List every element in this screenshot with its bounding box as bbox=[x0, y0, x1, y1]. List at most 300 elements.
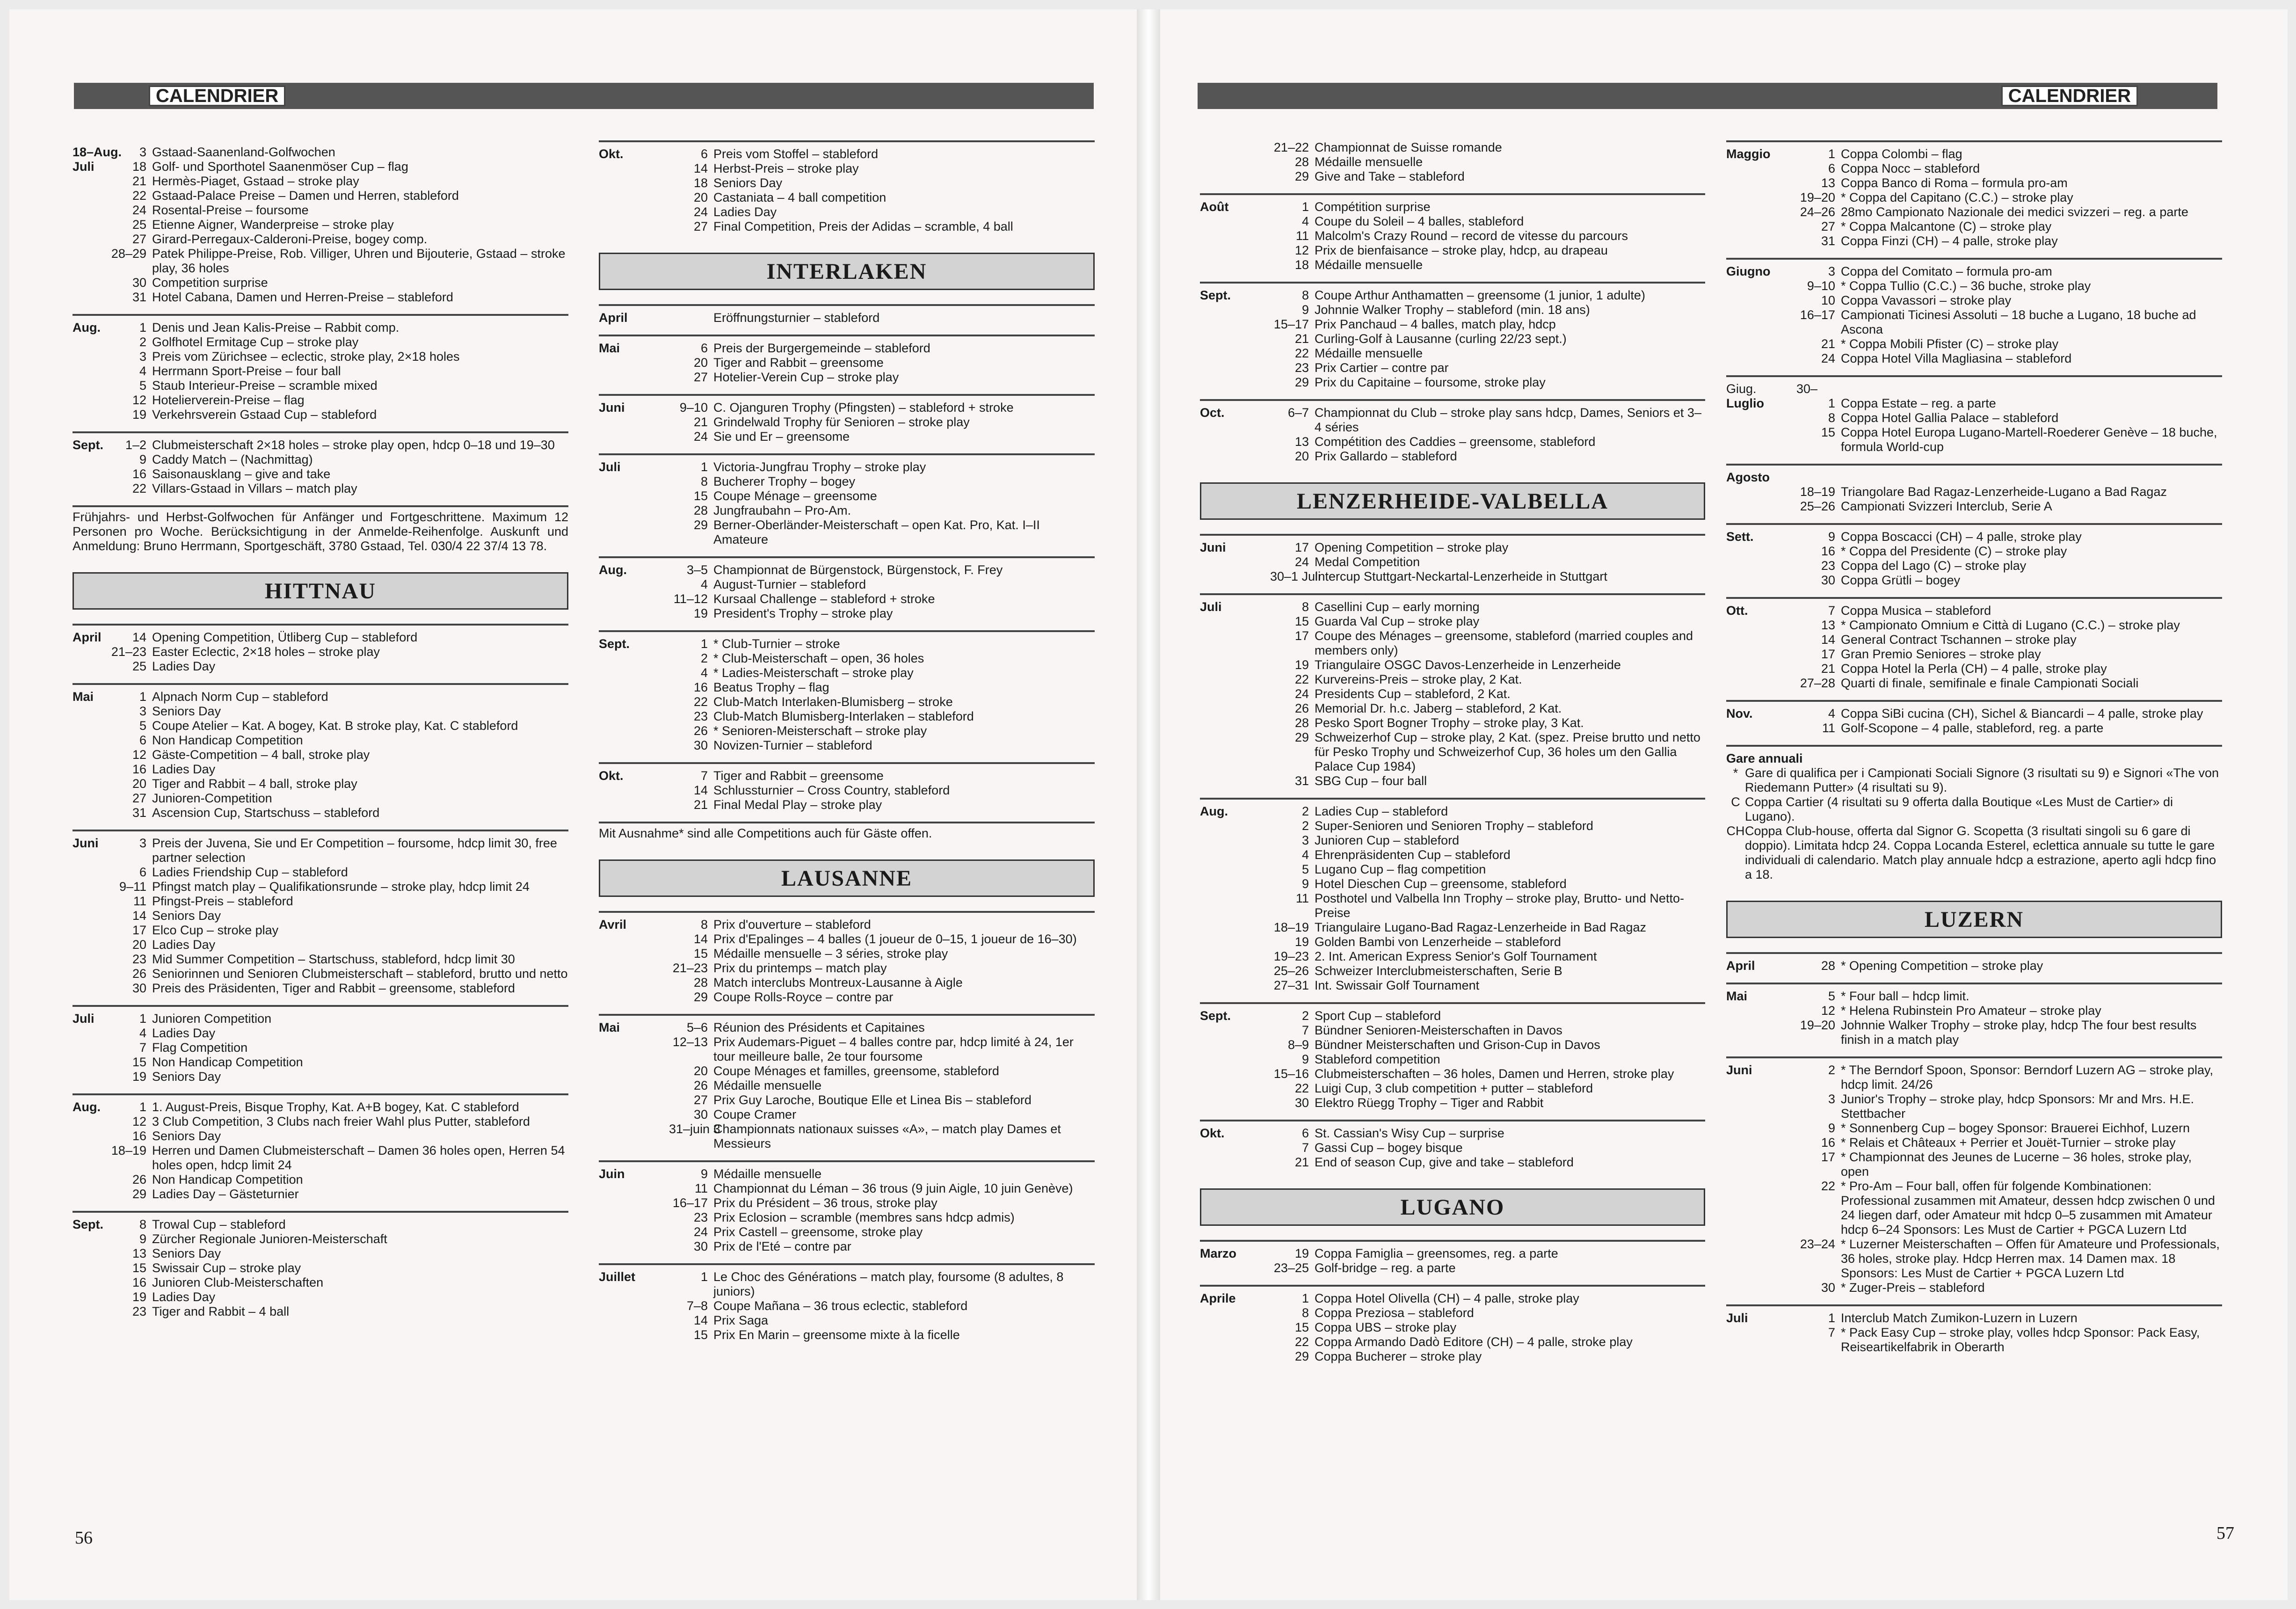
event-date: 23–25 bbox=[1273, 1261, 1309, 1275]
calendar-row bbox=[73, 748, 568, 762]
event-description: Ladies Day bbox=[152, 762, 216, 776]
interlaken-sept-section bbox=[599, 630, 1095, 762]
event-description: Golden Bambi von Lenzerheide – stableford bbox=[1315, 935, 1561, 949]
month-label bbox=[1726, 293, 1796, 308]
month-label: April bbox=[599, 311, 628, 325]
month-label bbox=[73, 923, 110, 938]
event-date: 25 bbox=[132, 218, 146, 232]
month-label bbox=[1726, 1004, 1796, 1018]
event-description: Preis vom Stoffel – stableford bbox=[713, 147, 879, 161]
event-description: Campionati Ticinesi Assoluti – 18 buche a Lugano, 18 buche ad Ascona bbox=[1841, 308, 2196, 336]
event-date: 28 bbox=[693, 976, 708, 990]
event-description: Junioren-Competition bbox=[152, 791, 272, 805]
calendar-row bbox=[1200, 848, 1705, 862]
event-date: 16–17 bbox=[672, 1196, 708, 1210]
event-date: 11 bbox=[1295, 229, 1309, 243]
event-date: 8–9 bbox=[1287, 1038, 1309, 1052]
month-label bbox=[1200, 920, 1270, 935]
event-description: Kursaal Challenge – stableford + stroke bbox=[713, 592, 935, 606]
month-label bbox=[1200, 716, 1270, 730]
event-description: * Coppa Mobili Pfister (C) – stroke play bbox=[1841, 337, 2059, 351]
page-number-right: 57 bbox=[2216, 1523, 2234, 1543]
event-date: 7 bbox=[139, 1041, 146, 1055]
month-label bbox=[1200, 243, 1270, 258]
event-date: 28 bbox=[1294, 155, 1309, 169]
calendar-row bbox=[1726, 382, 2222, 396]
event-date: 28–29 bbox=[111, 247, 146, 261]
event-date: 19 bbox=[1294, 1246, 1309, 1260]
event-description: Preis des Präsidenten, Tiger and Rabbit – greensome, stableford bbox=[152, 981, 515, 995]
lenzerheide-aug-section bbox=[1200, 798, 1705, 1002]
calendrier-banner-left bbox=[74, 83, 1094, 109]
event-description: Coupe Arthur Anthamatten – greensome (1 junior, 1 adulte) bbox=[1315, 288, 1645, 302]
calendar-row bbox=[73, 719, 568, 733]
calendar-row bbox=[1200, 361, 1705, 375]
event-description: Golf-Scopone – 4 palle, stableford, reg. a parte bbox=[1841, 721, 2104, 735]
event-date: 1 bbox=[139, 1012, 146, 1026]
event-date: 9–10 bbox=[1807, 279, 1835, 293]
event-date: 3 bbox=[139, 349, 146, 364]
event-date: 12 bbox=[132, 748, 146, 762]
calendar-row bbox=[73, 777, 568, 791]
event-date: 3 bbox=[1301, 833, 1309, 847]
event-date: 18–19 bbox=[1800, 485, 1835, 499]
event-date: 6 bbox=[700, 341, 708, 355]
event-date: 2 bbox=[700, 651, 708, 665]
month-label bbox=[599, 415, 669, 430]
month-label bbox=[1726, 485, 1796, 499]
event-description: 2. Int. American Express Senior's Golf Tournament bbox=[1315, 949, 1597, 963]
event-date: 1 bbox=[700, 637, 708, 651]
event-date: 9 bbox=[1301, 1052, 1309, 1066]
calendar-row bbox=[1200, 730, 1705, 774]
event-date: 19 bbox=[132, 408, 146, 422]
event-date: 31 bbox=[132, 806, 146, 820]
calendar-row bbox=[1200, 169, 1705, 184]
month-label bbox=[73, 393, 110, 408]
calendar-row bbox=[1200, 155, 1705, 169]
calendar-row bbox=[1726, 1063, 2222, 1092]
month-label bbox=[73, 1129, 110, 1143]
month-label bbox=[73, 748, 110, 762]
month-label bbox=[1200, 317, 1270, 332]
month-label bbox=[1200, 891, 1270, 920]
calendar-row bbox=[73, 645, 568, 659]
month-label: Ott. bbox=[1726, 604, 1748, 618]
calendar-row bbox=[1200, 1096, 1705, 1110]
lugano-luglio-rows bbox=[1726, 396, 2222, 454]
event-date: 12 bbox=[132, 393, 146, 407]
month-label: Okt. bbox=[599, 147, 624, 161]
month-label bbox=[599, 1328, 669, 1342]
event-description: Tiger and Rabbit – 4 ball bbox=[152, 1304, 290, 1318]
event-date: 12–13 bbox=[672, 1035, 708, 1049]
month-label bbox=[1726, 1325, 1796, 1354]
interlaken-note: Mit Ausnahme* sind alle Competitions auch für Gäste offen. bbox=[599, 822, 1095, 850]
month-label bbox=[1200, 1155, 1270, 1170]
event-description: Grindelwald Trophy für Senioren – stroke play bbox=[713, 415, 970, 429]
event-description: C. Ojanguren Trophy (Pfingsten) – stableford + stroke bbox=[713, 400, 1014, 415]
event-description: * Coppa del Presidente (C) – stroke play bbox=[1841, 544, 2067, 558]
event-description: Coppa UBS – stroke play bbox=[1315, 1320, 1457, 1334]
event-date: 22 bbox=[1294, 1335, 1309, 1349]
event-description: * Ladies-Meisterschaft – stroke play bbox=[713, 666, 914, 680]
calendar-row bbox=[599, 606, 1095, 621]
event-description: Caddy Match – (Nachmittag) bbox=[152, 452, 313, 466]
month-label bbox=[73, 379, 110, 393]
calendar-row bbox=[599, 709, 1095, 724]
calendar-row bbox=[1200, 1291, 1705, 1306]
calendar-row bbox=[599, 400, 1095, 415]
luzern-april-section bbox=[1726, 952, 2222, 983]
lausanne-sept-section bbox=[1200, 282, 1705, 399]
event-date: 14 bbox=[693, 161, 708, 175]
calendar-row bbox=[1200, 140, 1705, 155]
club-heading-lugano: LUGANO bbox=[1200, 1188, 1705, 1226]
calendar-row bbox=[1200, 949, 1705, 964]
event-description: Non Handicap Competition bbox=[152, 1055, 303, 1069]
month-label bbox=[1200, 449, 1270, 464]
event-description: Non Handicap Competition bbox=[152, 1172, 303, 1187]
calendar-row bbox=[1726, 1150, 2222, 1179]
event-description: Coppa Armando Dadò Editore (CH) – 4 palle, stroke play bbox=[1315, 1335, 1633, 1349]
event-description: Herbst-Preis – stroke play bbox=[713, 161, 859, 175]
month-label bbox=[599, 1107, 669, 1122]
event-description: Easter Eclectic, 2×18 holes – stroke play bbox=[152, 645, 380, 659]
event-date: 26 bbox=[1294, 701, 1309, 715]
event-description: Seniors Day bbox=[152, 704, 221, 718]
calendar-row bbox=[1726, 721, 2222, 735]
event-date: 15 bbox=[132, 1261, 146, 1275]
event-description: Preis vom Zürichsee – eclectic, stroke play, 2×18 holes bbox=[152, 349, 460, 364]
month-label bbox=[1200, 1349, 1270, 1364]
month-label bbox=[1200, 303, 1270, 317]
event-date: 27 bbox=[693, 219, 708, 233]
event-date: 27 bbox=[1821, 219, 1835, 233]
calendar-row bbox=[1200, 658, 1705, 672]
event-date: 11 bbox=[694, 1181, 708, 1195]
event-description: Opening Competition, Ütliberg Cup – stableford bbox=[152, 630, 418, 644]
event-date: 4 bbox=[139, 1026, 146, 1040]
month-label bbox=[73, 276, 110, 290]
event-description: Presidents Cup – stableford, 2 Kat. bbox=[1315, 687, 1511, 701]
hittnau-aug-section bbox=[73, 1093, 568, 1211]
month-label: Juli bbox=[599, 460, 621, 474]
calendar-row bbox=[1200, 1052, 1705, 1067]
event-date: 28 bbox=[693, 503, 708, 517]
event-date: 21 bbox=[1294, 1155, 1309, 1169]
calendar-row bbox=[599, 1020, 1095, 1035]
event-description: Prix Castell – greensome, stroke play bbox=[713, 1225, 923, 1239]
event-description: Championnats nationaux suisses «A», – match play Dames et Messieurs bbox=[713, 1122, 1061, 1150]
event-description: Club-Match Blumisberg-Interlaken – stableford bbox=[713, 709, 974, 723]
lugano-aprile-section bbox=[1200, 1285, 1705, 1373]
calendar-row bbox=[1726, 1004, 2222, 1018]
event-description: Berner-Oberländer-Meisterschaft – open Kat. Pro, Kat. I–II Amateure bbox=[713, 518, 1040, 546]
lugano-marzo-section bbox=[1200, 1240, 1705, 1285]
event-description: Luigi Cup, 3 club competition + putter – stableford bbox=[1315, 1081, 1593, 1095]
event-date: 21–23 bbox=[672, 961, 708, 975]
month-label bbox=[73, 232, 110, 247]
month-label bbox=[1200, 614, 1270, 629]
event-date: 16 bbox=[693, 680, 708, 694]
event-description: Gstaad-Palace Preise – Damen und Herren, stableford bbox=[152, 189, 459, 203]
month-label: Aug. bbox=[73, 320, 101, 335]
calendar-row bbox=[599, 637, 1095, 651]
calendar-row bbox=[73, 203, 568, 218]
calendar-row bbox=[1200, 1306, 1705, 1320]
event-description: * Sonnenberg Cup – bogey Sponsor: Brauerei Eichhof, Luzern bbox=[1841, 1121, 2190, 1135]
month-label bbox=[599, 724, 669, 738]
event-description: Seniors Day bbox=[713, 176, 783, 190]
month-label bbox=[1200, 701, 1270, 716]
event-date: 24–26 bbox=[1800, 205, 1835, 219]
lausanne-juillet-cont-section bbox=[1200, 140, 1705, 193]
event-date: 9 bbox=[700, 1167, 708, 1181]
event-date: 4 bbox=[1301, 848, 1309, 862]
event-date: 4 bbox=[139, 364, 146, 378]
month-label bbox=[599, 356, 669, 370]
gare-note-text: Coppa Club-house, offerta dal Signor G. Scopetta (3 risultati singoli su 6 gare di doppio). Limitata hdcp 24. Coppa Locanda Esterel, eclettica annuale su tutte le gare individuali di calendario. Match play annuale hdcp a estrazione, aperto agli hdcp fino a 18. bbox=[1745, 824, 2216, 881]
event-date: 23 bbox=[132, 1304, 146, 1318]
event-date: 7 bbox=[1828, 604, 1835, 618]
month-label: Juni bbox=[1200, 540, 1226, 554]
month-label bbox=[599, 592, 669, 606]
calendar-row bbox=[73, 1114, 568, 1129]
calendar-row bbox=[73, 1129, 568, 1143]
event-description: Seniorinnen und Senioren Clubmeisterschaft – stableford, brutto und netto bbox=[152, 967, 568, 981]
event-date: 19–20 bbox=[1800, 1018, 1835, 1032]
calendar-row bbox=[1726, 1179, 2222, 1237]
calendar-row bbox=[73, 364, 568, 379]
calendar-row bbox=[599, 415, 1095, 430]
event-date: 16 bbox=[1821, 544, 1835, 558]
event-date: 21 bbox=[132, 174, 146, 188]
event-date: 6 bbox=[139, 865, 146, 879]
event-date: 23–24 bbox=[1800, 1237, 1835, 1251]
month-label bbox=[1200, 1141, 1270, 1155]
event-description: Prix Saga bbox=[713, 1313, 769, 1327]
calendar-row bbox=[599, 724, 1095, 738]
lausanne-juillet-section bbox=[599, 1263, 1095, 1352]
calendar-row bbox=[599, 695, 1095, 709]
month-label bbox=[1200, 346, 1270, 361]
lugano-agosto-rows bbox=[1726, 485, 2222, 514]
month-label: April bbox=[73, 630, 102, 644]
calendar-row bbox=[1200, 1155, 1705, 1170]
month-label bbox=[1200, 169, 1270, 184]
calendar-row bbox=[599, 592, 1095, 606]
event-date: 3 bbox=[1828, 264, 1835, 278]
event-description: Prix du printemps – match play bbox=[713, 961, 887, 975]
event-date: 24 bbox=[1821, 351, 1835, 365]
calendar-row bbox=[1726, 425, 2222, 454]
event-date: 19 bbox=[693, 606, 708, 620]
calendar-row bbox=[73, 690, 568, 704]
event-description: 28mo Campionato Nazionale dei medici svizzeri – reg. a parte bbox=[1841, 205, 2188, 219]
calendar-row bbox=[1726, 470, 2222, 485]
gstaad-sept-section bbox=[73, 431, 568, 505]
hittnau-mai-section bbox=[73, 683, 568, 830]
month-label bbox=[1200, 140, 1270, 155]
calendar-row bbox=[1200, 701, 1705, 716]
event-date: 26 bbox=[132, 1172, 146, 1187]
event-description: Prix de l'Eté – contre par bbox=[713, 1239, 851, 1253]
calendar-row bbox=[1726, 1325, 2222, 1354]
event-description: Verkehrsverein Gstaad Cup – stableford bbox=[152, 408, 377, 422]
event-date: 21 bbox=[1294, 332, 1309, 346]
calendar-row bbox=[1200, 774, 1705, 788]
calendar-row bbox=[73, 981, 568, 996]
calendar-row bbox=[1726, 676, 2222, 691]
month-label bbox=[1200, 978, 1270, 993]
month-label: Juni bbox=[1726, 1063, 1752, 1077]
event-date: 1 bbox=[700, 460, 708, 474]
calendar-row bbox=[1726, 573, 2222, 588]
event-description: Gstaad-Saanenland-Golfwochen bbox=[152, 145, 335, 159]
month-label bbox=[1726, 337, 1796, 351]
month-label bbox=[1726, 351, 1796, 366]
event-date: 23 bbox=[693, 709, 708, 723]
month-label bbox=[599, 1313, 669, 1328]
month-label bbox=[1200, 1038, 1270, 1052]
calendar-row bbox=[1726, 234, 2222, 248]
event-date: 8 bbox=[139, 1217, 146, 1231]
month-label bbox=[1726, 618, 1796, 633]
month-label bbox=[1726, 559, 1796, 573]
calendar-row bbox=[599, 1107, 1095, 1122]
month-label: Aug. bbox=[73, 1100, 101, 1114]
event-description: Flag Competition bbox=[152, 1041, 248, 1055]
event-date: 9 bbox=[1828, 530, 1835, 544]
month-label bbox=[73, 481, 110, 496]
month-label: Nov. bbox=[1726, 706, 1753, 721]
calendar-row bbox=[73, 438, 568, 452]
event-date: 9–11 bbox=[119, 880, 146, 894]
month-label bbox=[1200, 1335, 1270, 1349]
event-date: 3–5 bbox=[686, 563, 708, 577]
event-date: 24 bbox=[1294, 555, 1309, 569]
event-date: 22 bbox=[1821, 1179, 1835, 1193]
event-description: Hotel Dieschen Cup – greensome, stableford bbox=[1315, 877, 1567, 891]
event-date: 1 bbox=[1828, 396, 1835, 410]
calendar-row bbox=[73, 938, 568, 952]
month-label bbox=[73, 1232, 110, 1246]
month-label bbox=[599, 1122, 669, 1151]
event-description: Medal Competition bbox=[1315, 555, 1420, 569]
calendar-row bbox=[1200, 200, 1705, 214]
lausanne-juin-section bbox=[599, 1160, 1095, 1263]
calendar-row bbox=[599, 1064, 1095, 1078]
event-description: Championnat du Léman – 36 trous (9 juin Aigle, 10 juin Genève) bbox=[713, 1181, 1073, 1195]
calendar-row bbox=[73, 1026, 568, 1041]
club-heading-hittnau: HITTNAU bbox=[73, 572, 568, 610]
event-date: 30 bbox=[132, 981, 146, 995]
event-date: 17 bbox=[1821, 647, 1835, 661]
month-label bbox=[599, 577, 669, 592]
club-heading-interlaken: INTERLAKEN bbox=[599, 253, 1095, 290]
event-description: Coppa del Comitato – formula pro-am bbox=[1841, 264, 2052, 278]
calendar-row bbox=[73, 1041, 568, 1055]
event-description: Prix Eclosion – scramble (membres sans hdcp admis) bbox=[713, 1210, 1015, 1224]
month-label: Okt. bbox=[599, 769, 624, 783]
month-label bbox=[1200, 629, 1270, 658]
month-label bbox=[1200, 569, 1270, 584]
calendar-row bbox=[73, 276, 568, 290]
month-label: Juillet bbox=[599, 1270, 636, 1284]
month-label bbox=[1200, 949, 1270, 964]
event-description: Bucherer Trophy – bogey bbox=[713, 474, 856, 488]
calendar-row bbox=[1200, 375, 1705, 390]
month-label bbox=[1726, 1179, 1796, 1237]
event-date: 24 bbox=[693, 1225, 708, 1239]
event-description: Coppa Nocc – stableford bbox=[1841, 161, 1980, 175]
calendar-row bbox=[1200, 540, 1705, 555]
month-label bbox=[599, 474, 669, 489]
calendar-row bbox=[73, 1290, 568, 1304]
calendar-row bbox=[1200, 1038, 1705, 1052]
event-description: Médaille mensuelle bbox=[713, 1167, 822, 1181]
event-description: Médaille mensuelle bbox=[713, 1078, 822, 1092]
event-date: 1 bbox=[139, 320, 146, 335]
hittnau-juni-section bbox=[73, 830, 568, 1005]
calendar-row bbox=[73, 836, 568, 865]
event-date: 1–2 bbox=[125, 438, 146, 452]
column-1 bbox=[73, 145, 568, 1328]
event-description: * The Berndorf Spoon, Sponsor: Berndorf Luzern AG – stroke play, hdcp limit. 24/26 bbox=[1841, 1063, 2213, 1092]
event-description: Prix Cartier – contre par bbox=[1315, 361, 1449, 375]
calendar-row bbox=[599, 1196, 1095, 1210]
month-label bbox=[73, 880, 110, 894]
calendar-row bbox=[73, 880, 568, 894]
event-date: 26 bbox=[693, 724, 708, 738]
event-date: 31 bbox=[1821, 234, 1835, 248]
event-description: Triangolare Bad Ragaz-Lenzerheide-Lugano a Bad Ragaz bbox=[1841, 485, 2167, 499]
event-description: Johnnie Walker Trophy – stableford (min. 18 ans) bbox=[1315, 303, 1590, 317]
event-date: 3 bbox=[139, 145, 146, 159]
calendar-row bbox=[73, 952, 568, 967]
calendar-row bbox=[73, 408, 568, 422]
calendar-row bbox=[599, 161, 1095, 176]
event-date: 24 bbox=[693, 205, 708, 219]
column-4 bbox=[1726, 140, 2222, 1364]
month-label bbox=[1200, 819, 1270, 833]
gare-note bbox=[1726, 824, 2222, 882]
luzern-juli-section bbox=[1726, 1304, 2222, 1364]
event-description: Gassi Cup – bogey bisque bbox=[1315, 1141, 1463, 1155]
event-description: Prix Gallardo – stableford bbox=[1315, 449, 1457, 463]
interlaken-okt-section bbox=[599, 762, 1095, 822]
event-date: 21–22 bbox=[1273, 140, 1309, 154]
event-description: * Championnat des Jeunes de Lucerne – 36 holes, stroke play, open bbox=[1841, 1150, 2192, 1179]
month-label: Juli bbox=[1200, 600, 1222, 614]
calendar-row bbox=[599, 356, 1095, 370]
month-label bbox=[73, 894, 110, 909]
event-date: 18 bbox=[693, 176, 708, 190]
event-description: Championnat de Bürgenstock, Bürgenstock, F. Frey bbox=[713, 563, 1003, 577]
calendar-row bbox=[73, 452, 568, 467]
event-description: Malcolm's Crazy Round – record de vitesse du parcours bbox=[1315, 229, 1628, 243]
month-label bbox=[1200, 375, 1270, 390]
calendar-row bbox=[73, 1275, 568, 1290]
month-label bbox=[73, 1304, 110, 1319]
month-label bbox=[599, 990, 669, 1005]
gstaad-july-section bbox=[73, 145, 568, 314]
club-heading-lausanne: LAUSANNE bbox=[599, 859, 1095, 897]
calendar-row bbox=[73, 160, 568, 174]
event-description: Ladies Friendship Cup – stableford bbox=[152, 865, 348, 879]
month-label: Sept. bbox=[73, 438, 104, 452]
